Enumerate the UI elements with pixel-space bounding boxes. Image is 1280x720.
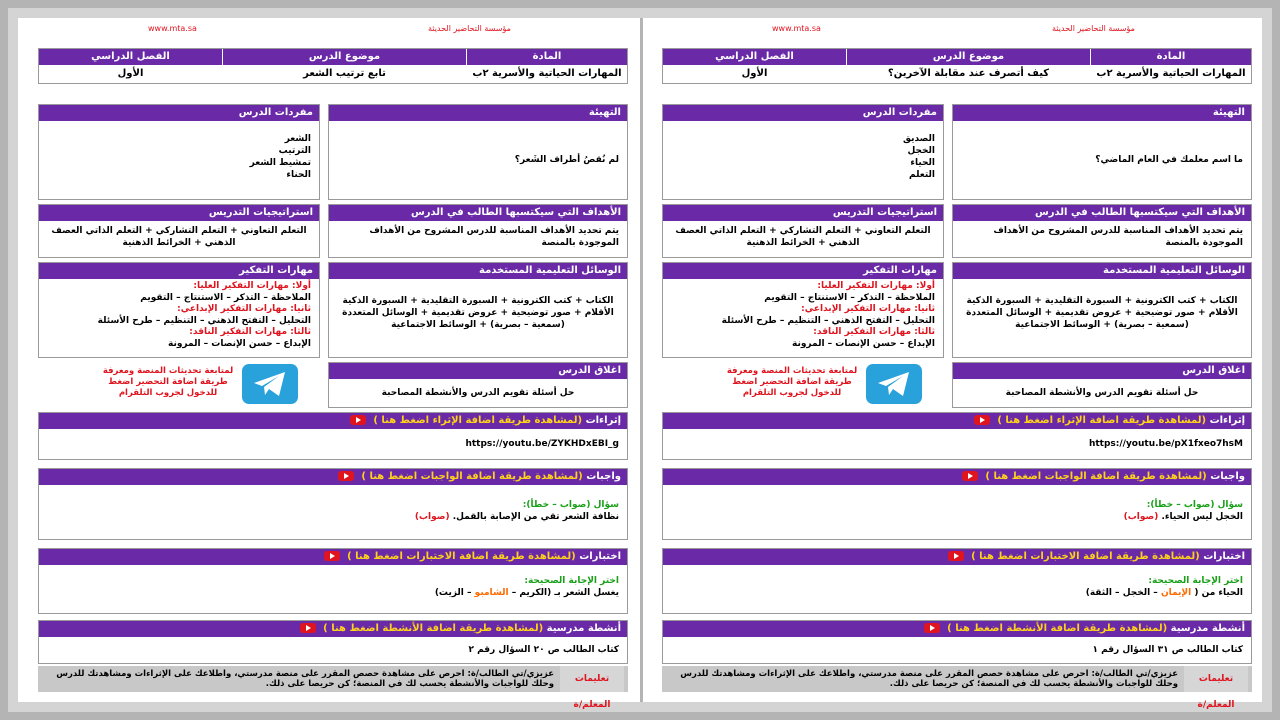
thinking-list — [39, 279, 319, 354]
telegram-button[interactable] — [242, 364, 298, 404]
homework-title — [663, 469, 1251, 485]
subject-value: المهارات الحياتية والأسرية ٢ب — [472, 68, 622, 79]
page-divider — [640, 18, 643, 702]
homework-label: واجبات — [1210, 471, 1245, 482]
teacher-instructions-label: تعليمات المعلم/ة — [1184, 666, 1248, 692]
strategies-text: التعلم التعاوني + التعلم التشاركي + التعلم الذاتي العصف الذهني + الخرائط الذهنية — [675, 226, 931, 248]
page-header — [662, 24, 1252, 36]
topic-value: كيف أتصرف عند مقابلة الآخرين؟ — [887, 68, 1050, 79]
site-url[interactable]: www.mta.sa — [772, 24, 821, 33]
teacher-instructions — [662, 666, 1252, 710]
choose-label: اختر الإجابة الصحيحة: — [1148, 576, 1243, 586]
enrichment-section — [662, 412, 1252, 460]
enrichment-video-link[interactable]: (لمشاهدة طريقة اضافة الإثراء اضغط هنا ) — [373, 415, 583, 426]
page-header — [38, 24, 628, 36]
activities-video-link[interactable]: (لمشاهدة طريقة اضافة الأنشطة اضغط هنا ) — [947, 623, 1168, 634]
thinking-heading: ثالثا: مهارات التفكير الناقد: — [813, 327, 935, 337]
enrichment-url[interactable]: https://youtu.be/ZYKHDxEBI_g — [465, 439, 619, 449]
closing-section — [952, 362, 1252, 408]
warmup-title: التهيئة — [953, 105, 1251, 121]
thinking-heading: ثانيا: مهارات التفكير الإبداعي: — [177, 304, 311, 314]
aids-title: الوسائل التعليمية المستخدمة — [953, 263, 1251, 279]
test-question-start: يغسل الشعر بـ (الكريم – — [511, 588, 619, 598]
teacher-instructions — [38, 666, 628, 710]
subject-header: المادة — [1091, 49, 1251, 65]
thinking-section — [662, 262, 944, 358]
activities-video-link[interactable]: (لمشاهدة طريقة اضافة الأنشطة اضغط هنا ) — [323, 623, 544, 634]
activities-section — [662, 620, 1252, 664]
semester-value: الأول — [741, 68, 768, 79]
tests-body — [663, 565, 1251, 603]
institution-name: مؤسسة التحاضير الحديثة — [428, 24, 511, 33]
thinking-line: التحليل – التفتح الذهني – التنظيم – طرح الأسئلة — [97, 315, 311, 326]
homework-answer: (صواب) — [414, 512, 450, 522]
question-type: سؤال (صواب – خطأ): — [522, 500, 619, 510]
aids-title: الوسائل التعليمية المستخدمة — [329, 263, 627, 279]
teacher-instructions-text: عزيزي/تي الطالب/ة: احرص على مشاهدة حصص المقرر على منصة مدرستي، واطلاعك على الإثراءات ومشاهدتك للدرس وحلك للواجبات والأنشطة يحسب لك في المنصة؛ كن حريصا على ذلك. — [680, 669, 1178, 689]
institution-name: مؤسسة التحاضير الحديثة — [1052, 24, 1135, 33]
strategies-text: التعلم التعاوني + التعلم التشاركي + التعلم الذاتي العصف الذهني + الخرائط الذهنية — [51, 226, 307, 248]
enrichment-title — [663, 413, 1251, 429]
closing-text: حل أسئلة تقويم الدرس والأنشطة المصاحبة — [1005, 388, 1199, 398]
youtube-icon[interactable] — [948, 551, 964, 561]
vocab-item: تمشيط الشعر — [249, 158, 311, 168]
homework-label: واجبات — [586, 471, 621, 482]
question-type: سؤال (صواب – خطأ): — [1146, 500, 1243, 510]
thinking-title: مهارات التفكير — [663, 263, 943, 279]
semester-header: الفصل الدراسي — [663, 49, 846, 65]
homework-body — [663, 485, 1251, 527]
homework-title — [39, 469, 627, 485]
telegram-button[interactable] — [866, 364, 922, 404]
test-question-end: – الخجل – الثقة) — [1085, 588, 1158, 598]
vocab-list — [39, 121, 319, 185]
vocab-item: الحناء — [286, 170, 311, 180]
youtube-icon[interactable] — [338, 471, 354, 481]
aids-section — [952, 262, 1252, 358]
vocab-section — [38, 104, 320, 200]
vocab-item: الحياء — [910, 158, 935, 168]
thinking-heading: ثانيا: مهارات التفكير الإبداعي: — [801, 304, 935, 314]
youtube-icon[interactable] — [962, 471, 978, 481]
tests-video-link[interactable]: (لمشاهدة طريقة اضافة الاختبارات اضغط هنا ) — [347, 551, 576, 562]
lesson-page-1 — [38, 18, 628, 710]
vocab-list — [663, 121, 943, 185]
homework-body — [39, 485, 627, 527]
thinking-line: الإبداع – حسن الإنصات – المرونة — [168, 338, 311, 349]
enrichment-label: إثراءات — [1209, 415, 1245, 426]
thinking-heading: أولا: مهارات التفكير العليا: — [193, 281, 311, 291]
youtube-icon[interactable] — [324, 551, 340, 561]
objectives-title: الأهداف التي سيكتسبها الطالب في الدرس — [953, 205, 1251, 221]
closing-text: حل أسئلة تقويم الدرس والأنشطة المصاحبة — [381, 388, 575, 398]
vocab-title: مفردات الدرس — [39, 105, 319, 121]
thinking-heading: ثالثا: مهارات التفكير الناقد: — [189, 327, 311, 337]
topic-value: تابع ترتيب الشعر — [303, 68, 386, 79]
thinking-line: التحليل – التفتح الذهني – التنظيم – طرح الأسئلة — [721, 315, 935, 326]
aids-text: الكتاب + كتب الكترونية + السبورة التقليدية + السبورة الذكية الأقلام + صور توضيحية + عروض تقديمية + الوسائل المتعددة (سمعية – بصرية) + الوسائط الاجتماعية — [342, 296, 614, 330]
telegram-icon — [252, 370, 288, 398]
teacher-instructions-label: تعليمات المعلم/ة — [560, 666, 624, 692]
activities-section — [38, 620, 628, 664]
subject-header: المادة — [467, 49, 627, 65]
topic-header: موضوع الدرس — [223, 49, 466, 65]
closing-title: اغلاق الدرس — [953, 363, 1251, 379]
enrichment-label: إثراءات — [585, 415, 621, 426]
semester-header: الفصل الدراسي — [39, 49, 222, 65]
subject-value: المهارات الحياتية والأسرية ٢ب — [1096, 68, 1246, 79]
aids-section — [328, 262, 628, 358]
document-sheet — [18, 18, 1262, 710]
homework-question: الخجل ليس الحياء. — [1161, 512, 1243, 522]
enrichment-url[interactable]: https://youtu.be/pX1fxeo7hsM — [1088, 439, 1243, 449]
tests-label: اختبارات — [1203, 551, 1245, 562]
homework-section — [38, 468, 628, 540]
test-correct-answer: الشامبو — [474, 588, 509, 598]
telegram-icon — [876, 370, 912, 398]
telegram-link-text[interactable]: لمتابعة تحديثات المنصة ومعرفة طريقة اضافة التحضير اضغط للدخول لجروب التلقرام — [102, 366, 234, 398]
strategies-title: استراتيجيات التدريس — [39, 205, 319, 221]
thinking-heading: أولا: مهارات التفكير العليا: — [817, 281, 935, 291]
test-question-start: الحياء من ( — [1194, 588, 1243, 598]
youtube-icon[interactable] — [350, 415, 366, 425]
site-url[interactable]: www.mta.sa — [148, 24, 197, 33]
thinking-section — [38, 262, 320, 358]
activity-text: كتاب الطالب ص ٣١ السؤال رقم ١ — [1092, 645, 1243, 655]
enrichment-title — [39, 413, 627, 429]
homework-video-link[interactable]: (لمشاهدة طريقة اضافة الواجبات اضغط هنا ) — [985, 471, 1207, 482]
tests-video-link[interactable]: (لمشاهدة طريقة اضافة الاختبارات اضغط هنا ) — [971, 551, 1200, 562]
youtube-icon[interactable] — [974, 415, 990, 425]
telegram-link-text[interactable]: لمتابعة تحديثات المنصة ومعرفة طريقة اضافة التحضير اضغط للدخول لجروب التلقرام — [726, 366, 858, 398]
test-question-end: – الزيت) — [434, 588, 472, 598]
warmup-section — [952, 104, 1252, 200]
homework-video-link[interactable]: (لمشاهدة طريقة اضافة الواجبات اضغط هنا ) — [361, 471, 583, 482]
activity-text: كتاب الطالب ص ٢٠ السؤال رقم ٢ — [468, 645, 619, 655]
homework-section — [662, 468, 1252, 540]
vocab-section — [662, 104, 944, 200]
lesson-info-table — [38, 48, 628, 84]
semester-value: الأول — [117, 68, 144, 79]
topic-header: موضوع الدرس — [847, 49, 1090, 65]
lesson-info-table — [662, 48, 1252, 84]
vocab-item: الشعر — [284, 134, 311, 144]
vocab-item: التعلم — [909, 170, 935, 180]
activities-label: أنشطة مدرسية — [546, 623, 621, 634]
test-correct-answer: الإيمان — [1160, 588, 1192, 598]
tests-title — [39, 549, 627, 565]
thinking-line: الملاحظة – التذكر – الاستنتاج – التقويم — [764, 292, 935, 303]
activities-title — [663, 621, 1251, 637]
enrichment-section — [38, 412, 628, 460]
tests-label: اختبارات — [579, 551, 621, 562]
strategies-section — [38, 204, 320, 258]
thinking-title: مهارات التفكير — [39, 263, 319, 279]
closing-title: اغلاق الدرس — [329, 363, 627, 379]
teacher-instructions-text: عزيزي/تي الطالب/ة: احرص على مشاهدة حصص المقرر على منصة مدرستي، واطلاعك على الإثراءات ومشاهدتك للدرس وحلك للواجبات والأنشطة يحسب لك في المنصة؛ كن حريصا على ذلك. — [56, 669, 554, 689]
objectives-title: الأهداف التي سيكتسبها الطالب في الدرس — [329, 205, 627, 221]
aids-text: الكتاب + كتب الكترونية + السبورة التقليدية + السبورة الذكية الأقلام + صور توضيحية + عروض تقديمية + الوسائل المتعددة (سمعية – بصرية) + الوسائط الاجتماعية — [966, 296, 1238, 330]
warmup-text: ما اسم معلمك في العام الماضي؟ — [1095, 155, 1243, 165]
warmup-title: التهيئة — [329, 105, 627, 121]
thinking-line: الإبداع – حسن الإنصات – المرونة — [792, 338, 935, 349]
tests-section — [662, 548, 1252, 614]
activities-label: أنشطة مدرسية — [1170, 623, 1245, 634]
activities-title — [39, 621, 627, 637]
youtube-icon[interactable] — [924, 623, 940, 633]
youtube-icon[interactable] — [300, 623, 316, 633]
vocab-item: الترتيب — [278, 146, 311, 156]
strategies-title: استراتيجيات التدريس — [663, 205, 943, 221]
canvas — [8, 8, 1272, 712]
homework-answer: (صواب) — [1123, 512, 1159, 522]
warmup-section — [328, 104, 628, 200]
objectives-text: يتم تحديد الأهداف المناسبة للدرس المشروح من الأهداف الموجودة بالمنصة — [993, 226, 1243, 248]
choose-label: اختر الإجابة الصحيحة: — [524, 576, 619, 586]
homework-question: نظافة الشعر تقي من الإصابة بالقمل. — [452, 512, 619, 522]
lesson-page-2 — [662, 18, 1252, 710]
vocab-item: الخجل — [907, 146, 935, 156]
objectives-section — [328, 204, 628, 258]
objectives-section — [952, 204, 1252, 258]
thinking-line: الملاحظة – التذكر – الاستنتاج – التقويم — [140, 292, 311, 303]
warmup-text: لم نُقصُ أطراف الشَعر؟ — [514, 155, 619, 165]
closing-section — [328, 362, 628, 408]
vocab-item: الصديق — [902, 134, 935, 144]
strategies-section — [662, 204, 944, 258]
objectives-text: يتم تحديد الأهداف المناسبة للدرس المشروح من الأهداف الموجودة بالمنصة — [369, 226, 619, 248]
thinking-list — [663, 279, 943, 354]
tests-body — [39, 565, 627, 603]
tests-title — [663, 549, 1251, 565]
enrichment-video-link[interactable]: (لمشاهدة طريقة اضافة الإثراء اضغط هنا ) — [997, 415, 1207, 426]
vocab-title: مفردات الدرس — [663, 105, 943, 121]
tests-section — [38, 548, 628, 614]
